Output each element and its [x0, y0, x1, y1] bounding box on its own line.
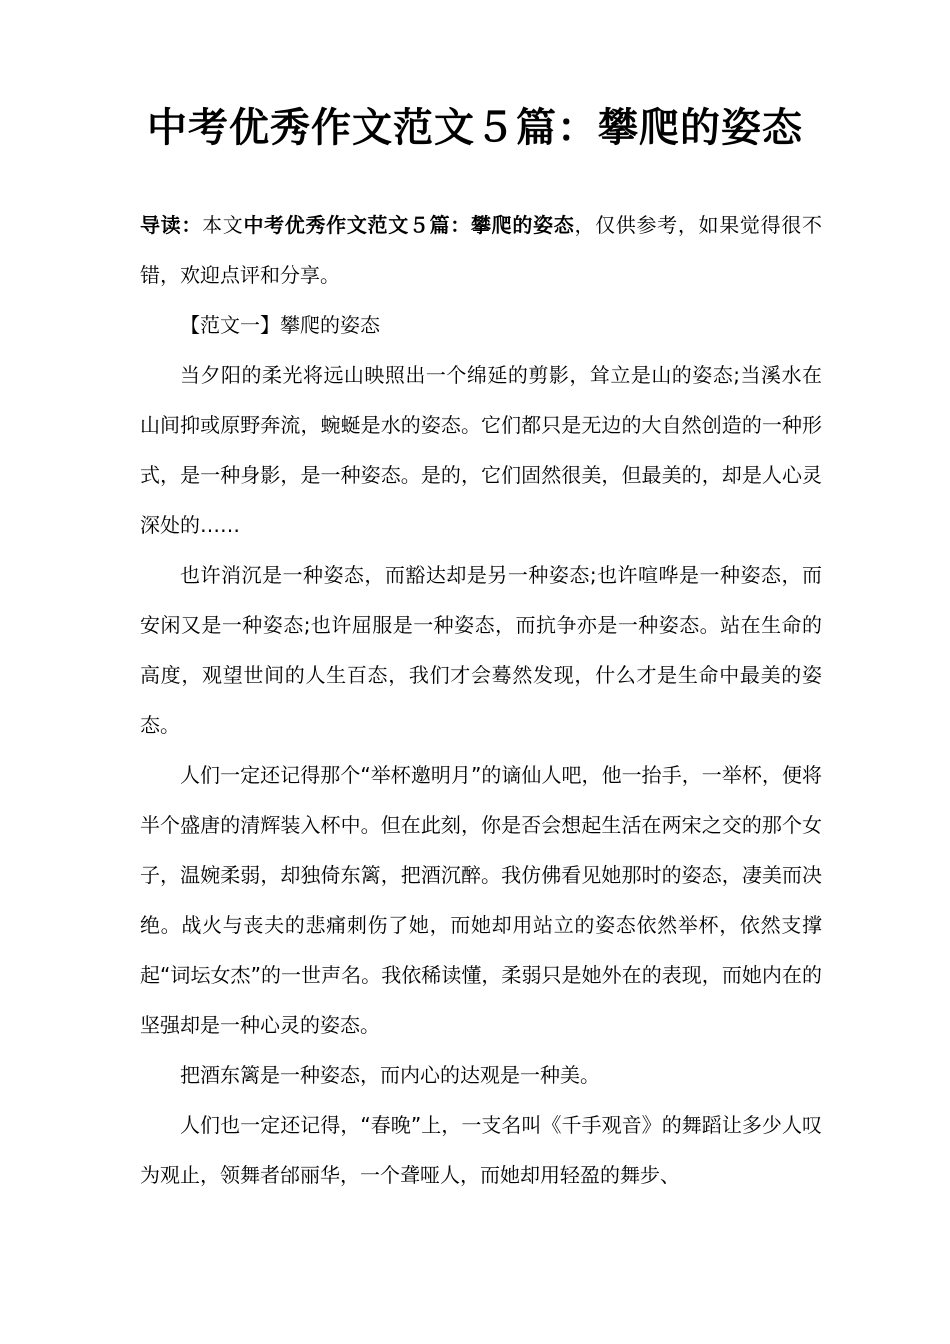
intro-text-a: 本文 — [202, 213, 244, 237]
body-paragraph-1: 当夕阳的柔光将远山映照出一个绵延的剪影，耸立是山的姿态;当溪水在山间抑或原野奔流，蜿蜒是水的姿态。它们都只是无边的大自然创造的一种形式，是一种身影，是一种姿态。是的，它们固然很美，但最美的，却是人心灵深处的…… — [140, 363, 822, 537]
body-paragraph-3: 人们一定还记得那个“举杯邀明月”的谪仙人吧，他一抬手，一举杯，便将半个盛唐的清辉装入杯中。但在此刻，你是否会想起生活在两宋之交的那个女子，温婉柔弱，却独倚东篱，把酒沉醉。我仿佛看见她那时的姿态，凄美而决绝。战火与丧夫的悲痛刺伤了她，而她却用站立的姿态依然举杯，依然支撑起“词坛女杰”的一世声名。我依稀读懂，柔弱只是她外在的表现，而她内在的坚强却是一种心灵的姿态。 — [140, 763, 822, 1037]
body-paragraph-4: 把酒东篱是一种姿态，而内心的达观是一种美。 — [180, 1063, 600, 1087]
body-paragraph-2: 也许消沉是一种姿态，而豁达却是另一种姿态;也许喧哗是一种姿态，而安闲又是一种姿态;也许屈服是一种姿态，而抗争亦是一种姿态。站在生命的高度，观望世间的人生百态，我们才会蓦然发现，什么才是生命中最美的姿态。 — [140, 563, 822, 737]
body-paragraph-5: 人们也一定还记得，“春晚”上，一支名叫《千手观音》的舞蹈让多少人叹为观止，领舞者邰丽华，一个聋哑人，而她却用轻盈的舞步、 — [140, 1113, 822, 1187]
intro-label: 导读： — [140, 213, 203, 237]
section-heading: 【范文一】攀爬的姿态 — [180, 313, 380, 337]
intro-bold-title: 中考优秀作文范文５篇：攀爬的姿态 — [243, 213, 575, 237]
document-title: 中考优秀作文范文５篇：攀爬的姿态 — [147, 105, 803, 151]
intro-paragraph — [140, 200, 822, 300]
document-body — [140, 200, 822, 1200]
intro-text-b: ，仅供参考，如果觉得很不错，欢迎点评和分享。 — [140, 213, 822, 287]
